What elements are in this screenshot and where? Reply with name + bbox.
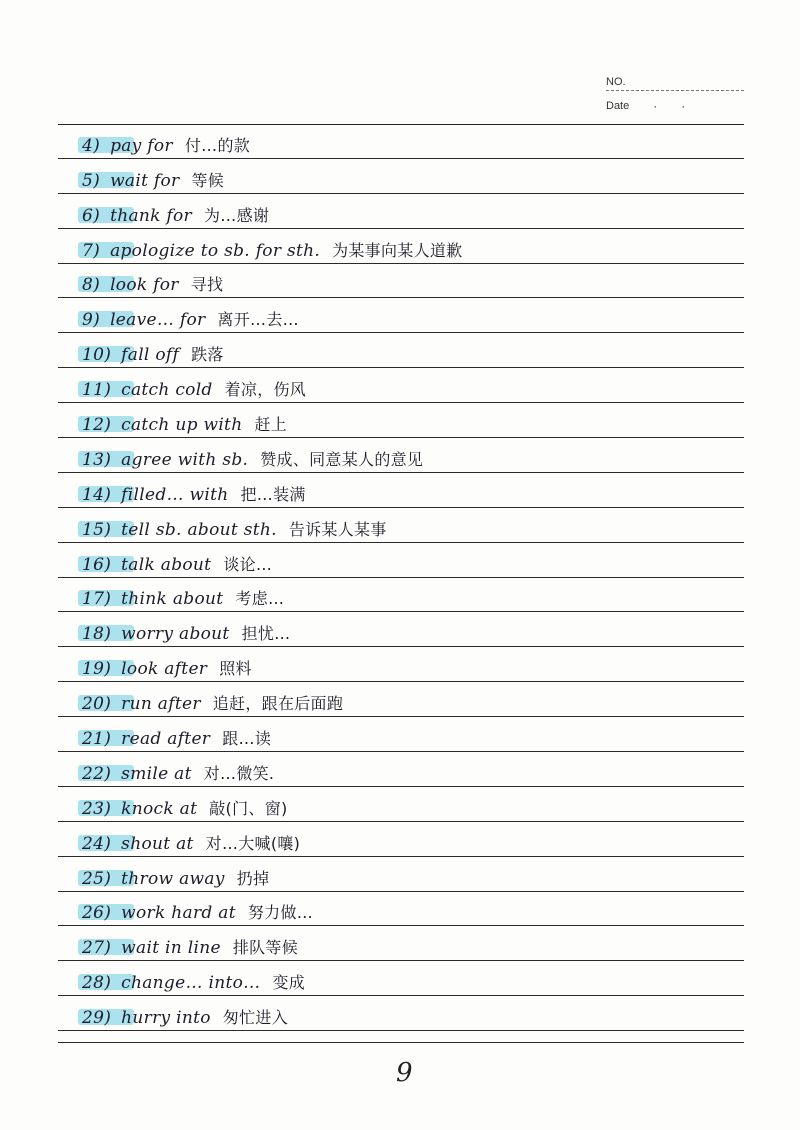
empty-ruled-line — [58, 1031, 744, 1043]
phrase-line — [58, 264, 744, 299]
number-field — [606, 66, 746, 88]
phrase-line — [58, 508, 744, 543]
phrase-line — [58, 752, 744, 787]
english-phrase: look for — [110, 275, 179, 296]
chinese-meaning: 离开…去… — [217, 310, 299, 330]
english-phrase: apologize to sb. for sth. — [110, 240, 321, 261]
chinese-meaning: 赞成、同意某人的意见 — [260, 449, 424, 469]
entry-number: 18) — [82, 624, 112, 645]
entry-number: 26) — [82, 903, 112, 924]
chinese-meaning: 为某事向某人道歉 — [332, 240, 463, 260]
phrase-entry — [82, 342, 224, 365]
phrase-line — [58, 368, 744, 403]
phrase-entry — [82, 691, 343, 714]
page-header — [606, 66, 746, 113]
chinese-meaning: 赶上 — [254, 415, 288, 435]
english-phrase: read after — [121, 729, 211, 750]
entry-number: 29) — [82, 1008, 112, 1029]
phrase-line — [58, 543, 744, 578]
phrase-entry — [82, 761, 274, 784]
entry-number: 24) — [82, 833, 112, 854]
entry-number: 27) — [82, 938, 112, 959]
english-phrase: hurry into — [121, 1008, 211, 1029]
entry-number: 7) — [82, 240, 101, 261]
phrase-entry — [82, 726, 271, 749]
chinese-meaning: 敲(门、窗) — [209, 798, 288, 818]
phrase-line — [58, 961, 744, 996]
phrase-entry — [82, 447, 423, 470]
english-phrase: change… into… — [121, 973, 261, 994]
date-field — [606, 99, 746, 113]
english-phrase: think about — [121, 589, 224, 610]
phrase-line — [58, 682, 744, 717]
phrase-line — [58, 996, 744, 1031]
no-label: NO. — [606, 76, 626, 88]
english-phrase: pay for — [110, 135, 173, 156]
phrase-list — [58, 124, 744, 1043]
english-phrase: run after — [121, 694, 201, 715]
entry-number: 4) — [82, 135, 101, 156]
date-dot: · — [681, 99, 686, 113]
phrase-entry — [82, 377, 306, 400]
phrase-entry — [82, 238, 462, 261]
chinese-meaning: 寻找 — [190, 275, 224, 295]
english-phrase: agree with sb. — [121, 449, 249, 470]
entry-number: 12) — [82, 415, 112, 436]
chinese-meaning: 努力做… — [247, 903, 314, 923]
chinese-meaning: 匆忙进入 — [222, 1008, 288, 1028]
phrase-line — [58, 194, 744, 229]
chinese-meaning: 跟…读 — [222, 729, 272, 749]
entry-number: 14) — [82, 484, 112, 505]
english-phrase: wait in line — [121, 938, 221, 959]
chinese-meaning: 付…的款 — [184, 135, 251, 155]
chinese-meaning: 考虑… — [235, 589, 285, 609]
date-label: Date — [606, 100, 630, 112]
phrase-entry — [82, 517, 387, 540]
entry-number: 19) — [82, 659, 112, 680]
english-phrase: tell sb. about sth. — [121, 519, 277, 540]
phrase-entry — [82, 272, 223, 295]
phrase-line — [58, 822, 744, 857]
english-phrase: work hard at — [121, 903, 236, 924]
phrase-line — [58, 229, 744, 264]
entry-number: 11) — [82, 380, 112, 401]
phrase-line — [58, 438, 744, 473]
phrase-line — [58, 473, 744, 508]
entry-number: 17) — [82, 589, 112, 610]
phrase-entry — [82, 935, 298, 958]
phrase-entry — [82, 552, 272, 575]
entry-number: 9) — [82, 310, 101, 331]
entry-number: 25) — [82, 868, 112, 889]
phrase-entry — [82, 586, 284, 609]
phrase-entry — [82, 133, 250, 156]
phrase-line — [58, 647, 744, 682]
entry-number: 8) — [82, 275, 101, 296]
phrase-entry — [82, 796, 288, 819]
english-phrase: leave… for — [110, 310, 206, 331]
phrase-line — [58, 787, 744, 822]
phrase-entry — [82, 482, 306, 505]
header-dashed-rule — [606, 90, 744, 91]
page-number: 9 — [396, 1058, 413, 1088]
phrase-line — [58, 857, 744, 892]
chinese-meaning: 担忧… — [241, 624, 291, 644]
phrase-entry — [82, 1005, 288, 1028]
entry-number: 5) — [82, 170, 101, 191]
english-phrase: throw away — [121, 868, 225, 889]
english-phrase: knock at — [121, 798, 198, 819]
entry-number: 20) — [82, 694, 112, 715]
phrase-line — [58, 578, 744, 613]
phrase-line — [58, 612, 744, 647]
phrase-entry — [82, 970, 305, 993]
phrase-entry — [82, 168, 224, 191]
entry-number: 28) — [82, 973, 112, 994]
english-phrase: talk about — [121, 554, 212, 575]
english-phrase: smile at — [121, 763, 192, 784]
chinese-meaning: 等候 — [191, 170, 225, 190]
phrase-line — [58, 124, 744, 159]
chinese-meaning: 谈论… — [223, 554, 273, 574]
english-phrase: catch up with — [121, 415, 243, 436]
chinese-meaning: 为…感谢 — [204, 205, 270, 225]
phrase-entry — [82, 656, 252, 679]
chinese-meaning: 变成 — [272, 973, 306, 993]
chinese-meaning: 把…装满 — [240, 484, 306, 504]
chinese-meaning: 跌落 — [191, 345, 224, 365]
chinese-meaning: 照料 — [219, 659, 252, 679]
chinese-meaning: 着凉，伤风 — [224, 380, 307, 400]
phrase-line — [58, 298, 744, 333]
chinese-meaning: 扔掉 — [236, 868, 270, 888]
phrase-entry — [82, 621, 290, 644]
phrase-line — [58, 892, 744, 927]
entry-number: 13) — [82, 449, 112, 470]
entry-number: 16) — [82, 554, 112, 575]
chinese-meaning: 对…大喊(嚷) — [205, 833, 301, 853]
phrase-entry — [82, 307, 299, 330]
english-phrase: shout at — [121, 833, 194, 854]
entry-number: 10) — [82, 345, 112, 366]
date-dot: · — [653, 99, 658, 113]
phrase-line — [58, 159, 744, 194]
entry-number: 6) — [82, 205, 101, 226]
phrase-line — [58, 333, 744, 368]
chinese-meaning: 排队等候 — [232, 938, 299, 958]
english-phrase: look after — [121, 659, 208, 680]
english-phrase: thank for — [110, 205, 192, 226]
phrase-entry — [82, 900, 313, 923]
entry-number: 22) — [82, 763, 112, 784]
phrase-line — [58, 717, 744, 752]
chinese-meaning: 对…微笑. — [203, 763, 275, 783]
phrase-entry — [82, 831, 300, 854]
english-phrase: filled… with — [121, 484, 229, 505]
phrase-entry — [82, 203, 269, 226]
chinese-meaning: 告诉某人某事 — [288, 519, 387, 539]
phrase-line — [58, 403, 744, 438]
entry-number: 23) — [82, 798, 112, 819]
english-phrase: wait for — [110, 170, 180, 191]
phrase-entry — [82, 412, 287, 435]
chinese-meaning: 追赶，跟在后面跑 — [212, 694, 344, 714]
phrase-entry — [82, 866, 269, 889]
english-phrase: worry about — [121, 624, 230, 645]
english-phrase: fall off — [121, 345, 180, 366]
entry-number: 21) — [82, 729, 112, 750]
entry-number: 15) — [82, 519, 112, 540]
english-phrase: catch cold — [121, 380, 213, 401]
phrase-line — [58, 926, 744, 961]
